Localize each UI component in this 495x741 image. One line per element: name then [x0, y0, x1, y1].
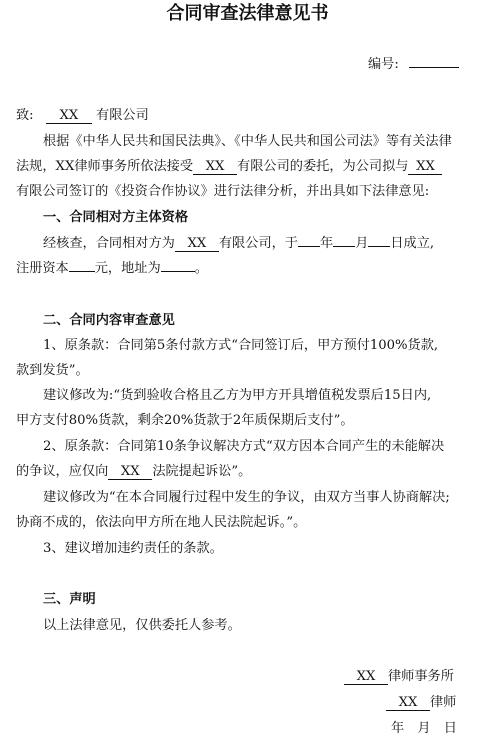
clause-2-suggestion-line-1: 建议修改为“在本合同履行过程中发生的争议，由双方当事人协商解决;: [43, 490, 450, 505]
section-1-line-2: 注册资本 元，地址为 。: [16, 261, 208, 276]
section-1-heading: 一、合同相对方主体资格: [43, 210, 189, 225]
signature-date: 年 月 日: [391, 721, 457, 736]
registered-capital-blank: [69, 271, 95, 272]
clause-3-suggestion: 3、建议增加违约责任的条款。: [43, 541, 223, 556]
clause-1-original-line-2: 款到发货”。: [16, 363, 89, 378]
addressee-company-blank: XX: [46, 108, 92, 124]
serial-number-label: 编号:: [368, 57, 399, 72]
document-title: 合同审查法律意见书: [166, 3, 329, 24]
signature-lawyer: [386, 694, 456, 712]
clause-2-original-line-1: 2、原条款：合同第10条争议解决方式“双方因本合同产生的未能解决: [43, 439, 445, 454]
declaration-text: 以上法律意见，仅供委托人参考。: [43, 618, 241, 633]
addressee-prefix: 致:: [16, 108, 34, 123]
intro-line-2: 法规，XX律师事务所依法接受 XX 有限公司的委托，为公司拟与 XX: [16, 158, 442, 176]
serial-number-line: [368, 56, 459, 74]
clause-1-suggestion-line-1: 建议修改为:“货到验收合格且乙方为甲方开具增值税发票后15日内,: [43, 388, 432, 403]
section-2-heading: 二、合同内容审查意见: [43, 313, 175, 328]
client-company-blank: XX: [193, 159, 237, 175]
section-3-heading: 三、声明: [43, 592, 96, 607]
day-blank: [368, 246, 390, 247]
clause-1-original-line-1: 1、原条款：合同第5条付款方式“合同签订后，甲方预付100%货款,: [43, 338, 439, 353]
month-blank: [333, 246, 355, 247]
firm-suffix: 律师事务所: [388, 669, 454, 684]
lawyer-suffix: 律师: [430, 695, 457, 710]
intro-line-3: 有限公司签订的《投资合作协议》进行法律分析，并出具如下法律意见:: [16, 184, 430, 199]
clause-1-suggestion-line-2: 甲方支付80%货款，剩余20%货款于2年质保期后支付”。: [16, 413, 354, 428]
address-blank: [161, 271, 195, 272]
firm-name-blank: XX: [344, 669, 388, 685]
addressee-line: [16, 107, 149, 125]
signature-firm: [344, 668, 454, 686]
clause-2-suggestion-line-2: 协商不成的，依法向甲方所在地人民法院起诉。”。: [16, 515, 307, 530]
lawyer-name-blank: XX: [386, 695, 430, 711]
counterparty-company-blank: XX: [408, 159, 442, 175]
court-name-blank: XX: [108, 464, 152, 480]
year-blank: [298, 246, 320, 247]
counterparty-name-blank: XX: [175, 236, 219, 252]
intro-line-1: 根据《中华人民共和国民法典》、《中华人民共和国公司法》等有关法律: [43, 134, 452, 149]
addressee-suffix: 有限公司: [96, 108, 149, 123]
section-1-line-1: 经核查，合同相对方为 XX 有限公司，于 年 月 日成立,: [43, 236, 435, 251]
serial-number-blank: [409, 67, 459, 68]
clause-2-original-line-2: 的争议，应仅向 XX 法院提起诉讼”。: [16, 464, 252, 479]
